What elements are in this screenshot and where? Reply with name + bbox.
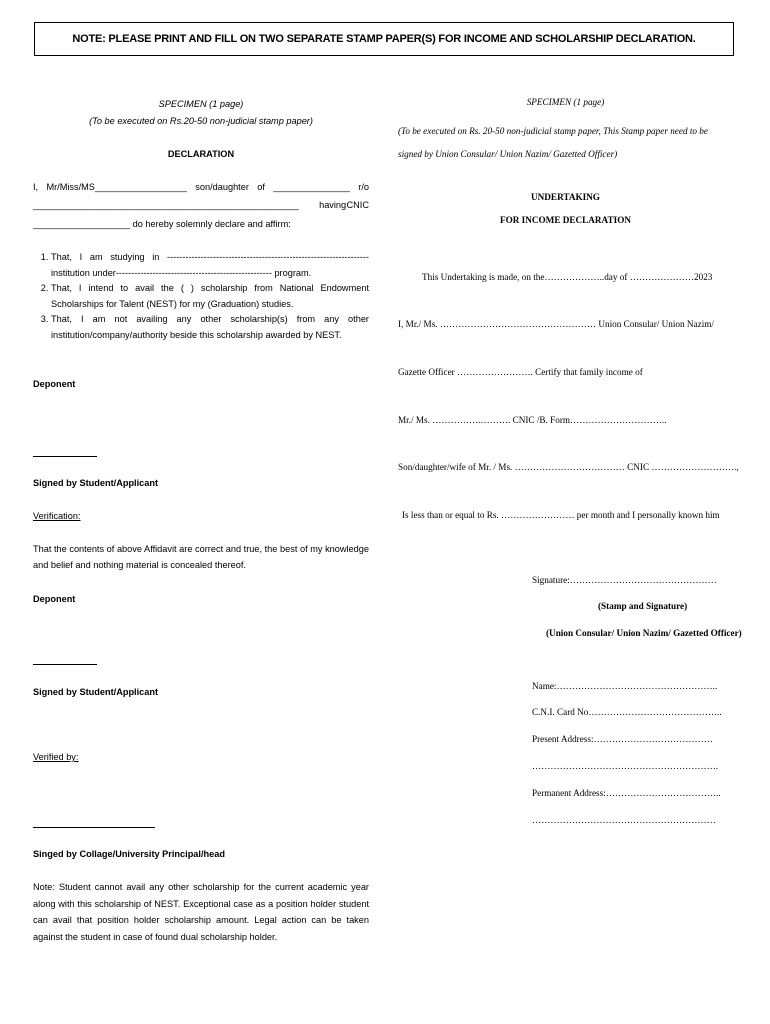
cnic-field: C.N.I. Card No…………………………………….. <box>532 707 722 717</box>
verification-text: That the contents of above Affidavit are correct and true, the best of my knowledge and belief and nothing material is concealed thereof. <box>33 544 369 570</box>
scholarship-note: Note: Student cannot avail any other scholarship for the current academic year along with this scholarship of NEST. Exceptional case as a position holder student can avail that position holder scholarship amount. Legal action can be taken against the student in case of found dual scholarship holder. <box>33 882 369 942</box>
undertaking-title: UNDERTAKING <box>531 192 600 202</box>
deponent-label-1: Deponent <box>33 379 76 389</box>
undertaking-income-line: Is less than or equal to Rs. …………………… per month and I personally known him <box>402 510 720 520</box>
signed-principal: Singed by Collage/University Principal/head <box>33 849 225 859</box>
deponent-label-2: Deponent <box>33 594 76 604</box>
income-declaration-title: FOR INCOME DECLARATION <box>499 215 631 225</box>
present-address-line-2: ……………………………………………………. <box>532 761 719 771</box>
declaration-item-1: 1. That, I am studying in ------------------------------------------------------------------institution under--------------------------------------------------- program. <box>51 250 369 281</box>
declaration-item-2: 2. That, I intend to avail the ( ) scholarship from National Endowment Scholarships for Talent (NEST) for my (Graduation) studies. <box>51 281 369 312</box>
present-address-field: Present Address:………………………………… <box>532 734 713 744</box>
signature-line-2 <box>33 664 97 665</box>
verified-by-heading: Verified by: <box>33 752 79 762</box>
signature-line-principal <box>33 827 155 828</box>
declaration-items <box>33 250 369 343</box>
signature-field: Signature:………………………………………… <box>532 575 717 585</box>
undertaking-date-line: This Undertaking is made, on the………………..day of …………………2023 <box>422 272 713 282</box>
decl-father-field: _______________ <box>273 182 350 192</box>
union-consular-label: (Union Consular/ Union Nazim/ Gazetted Officer) <box>546 628 742 638</box>
stamp-and-signature: (Stamp and Signature) <box>598 601 688 611</box>
instruction-banner <box>34 22 734 56</box>
declaration-title: DECLARATION <box>167 149 235 159</box>
decl-ro: r/o <box>358 182 369 192</box>
decl-i: I, <box>33 182 39 192</box>
right-specimen: SPECIMEN (1 page) <box>526 97 605 107</box>
declaration-line-2 <box>33 198 369 213</box>
undertaking-son-line: Son/daughter/wife of Mr. / Ms. ……………………………… CNIC ………………………., <box>398 462 739 472</box>
signed-student-2: Signed by Student/Applicant <box>33 687 159 697</box>
decl-of: of <box>257 182 265 192</box>
undertaking-officer-line: I, Mr./ Ms. …………………………………………… Union Consular/ Union Nazim/ <box>398 319 714 329</box>
decl-cnic: CNIC <box>346 200 369 210</box>
decl-having: having <box>319 200 347 210</box>
declaration-line-1 <box>33 180 369 195</box>
declaration-item-3: 3. That, I am not availing any other scholarship(s) from any other institution/company/authority beside this scholarship awarded by NEST. <box>51 312 369 343</box>
declaration-line-3: ___________________ do hereby solemnly declare and affirm: <box>33 219 291 229</box>
signed-student-1: Signed by Student/Applicant <box>33 478 159 488</box>
name-field: Name:…………………………………………….. <box>532 681 718 691</box>
undertaking-gazette-line: Gazette Officer ……………………. Certify that family income of <box>398 367 643 377</box>
verification-heading: Verification: <box>33 511 81 521</box>
banner-text: NOTE: PLEASE PRINT AND FILL ON TWO SEPARATE STAMP PAPER(S) FOR INCOME AND SCHOLARSHIP DECLARATION. <box>72 33 696 45</box>
decl-son-daughter: son/daughter <box>195 182 249 192</box>
permanent-address-line-2: …………………………………………………… <box>532 815 716 825</box>
undertaking-mr-cnic-line: Mr./ Ms. …………….………. CNIC /B. Form………………………….. <box>398 415 667 425</box>
permanent-address-field: Permanent Address:……………………………….. <box>532 788 721 798</box>
left-specimen: SPECIMEN (1 page) <box>158 99 244 109</box>
decl-address-field: ____________________________________________________ <box>33 200 299 210</box>
signature-line-1 <box>33 456 97 457</box>
left-executed-note: (To be executed on Rs.20-50 non-judicial stamp paper) <box>89 116 313 126</box>
decl-name-field: Mr/Miss/MS__________________ <box>46 182 187 192</box>
right-executed-note: (To be executed on Rs. 20-50 non-judicial stamp paper, This Stamp paper need to be signed by Union Consular/ Union Nazim/ Gazetted Officer) <box>398 126 708 159</box>
